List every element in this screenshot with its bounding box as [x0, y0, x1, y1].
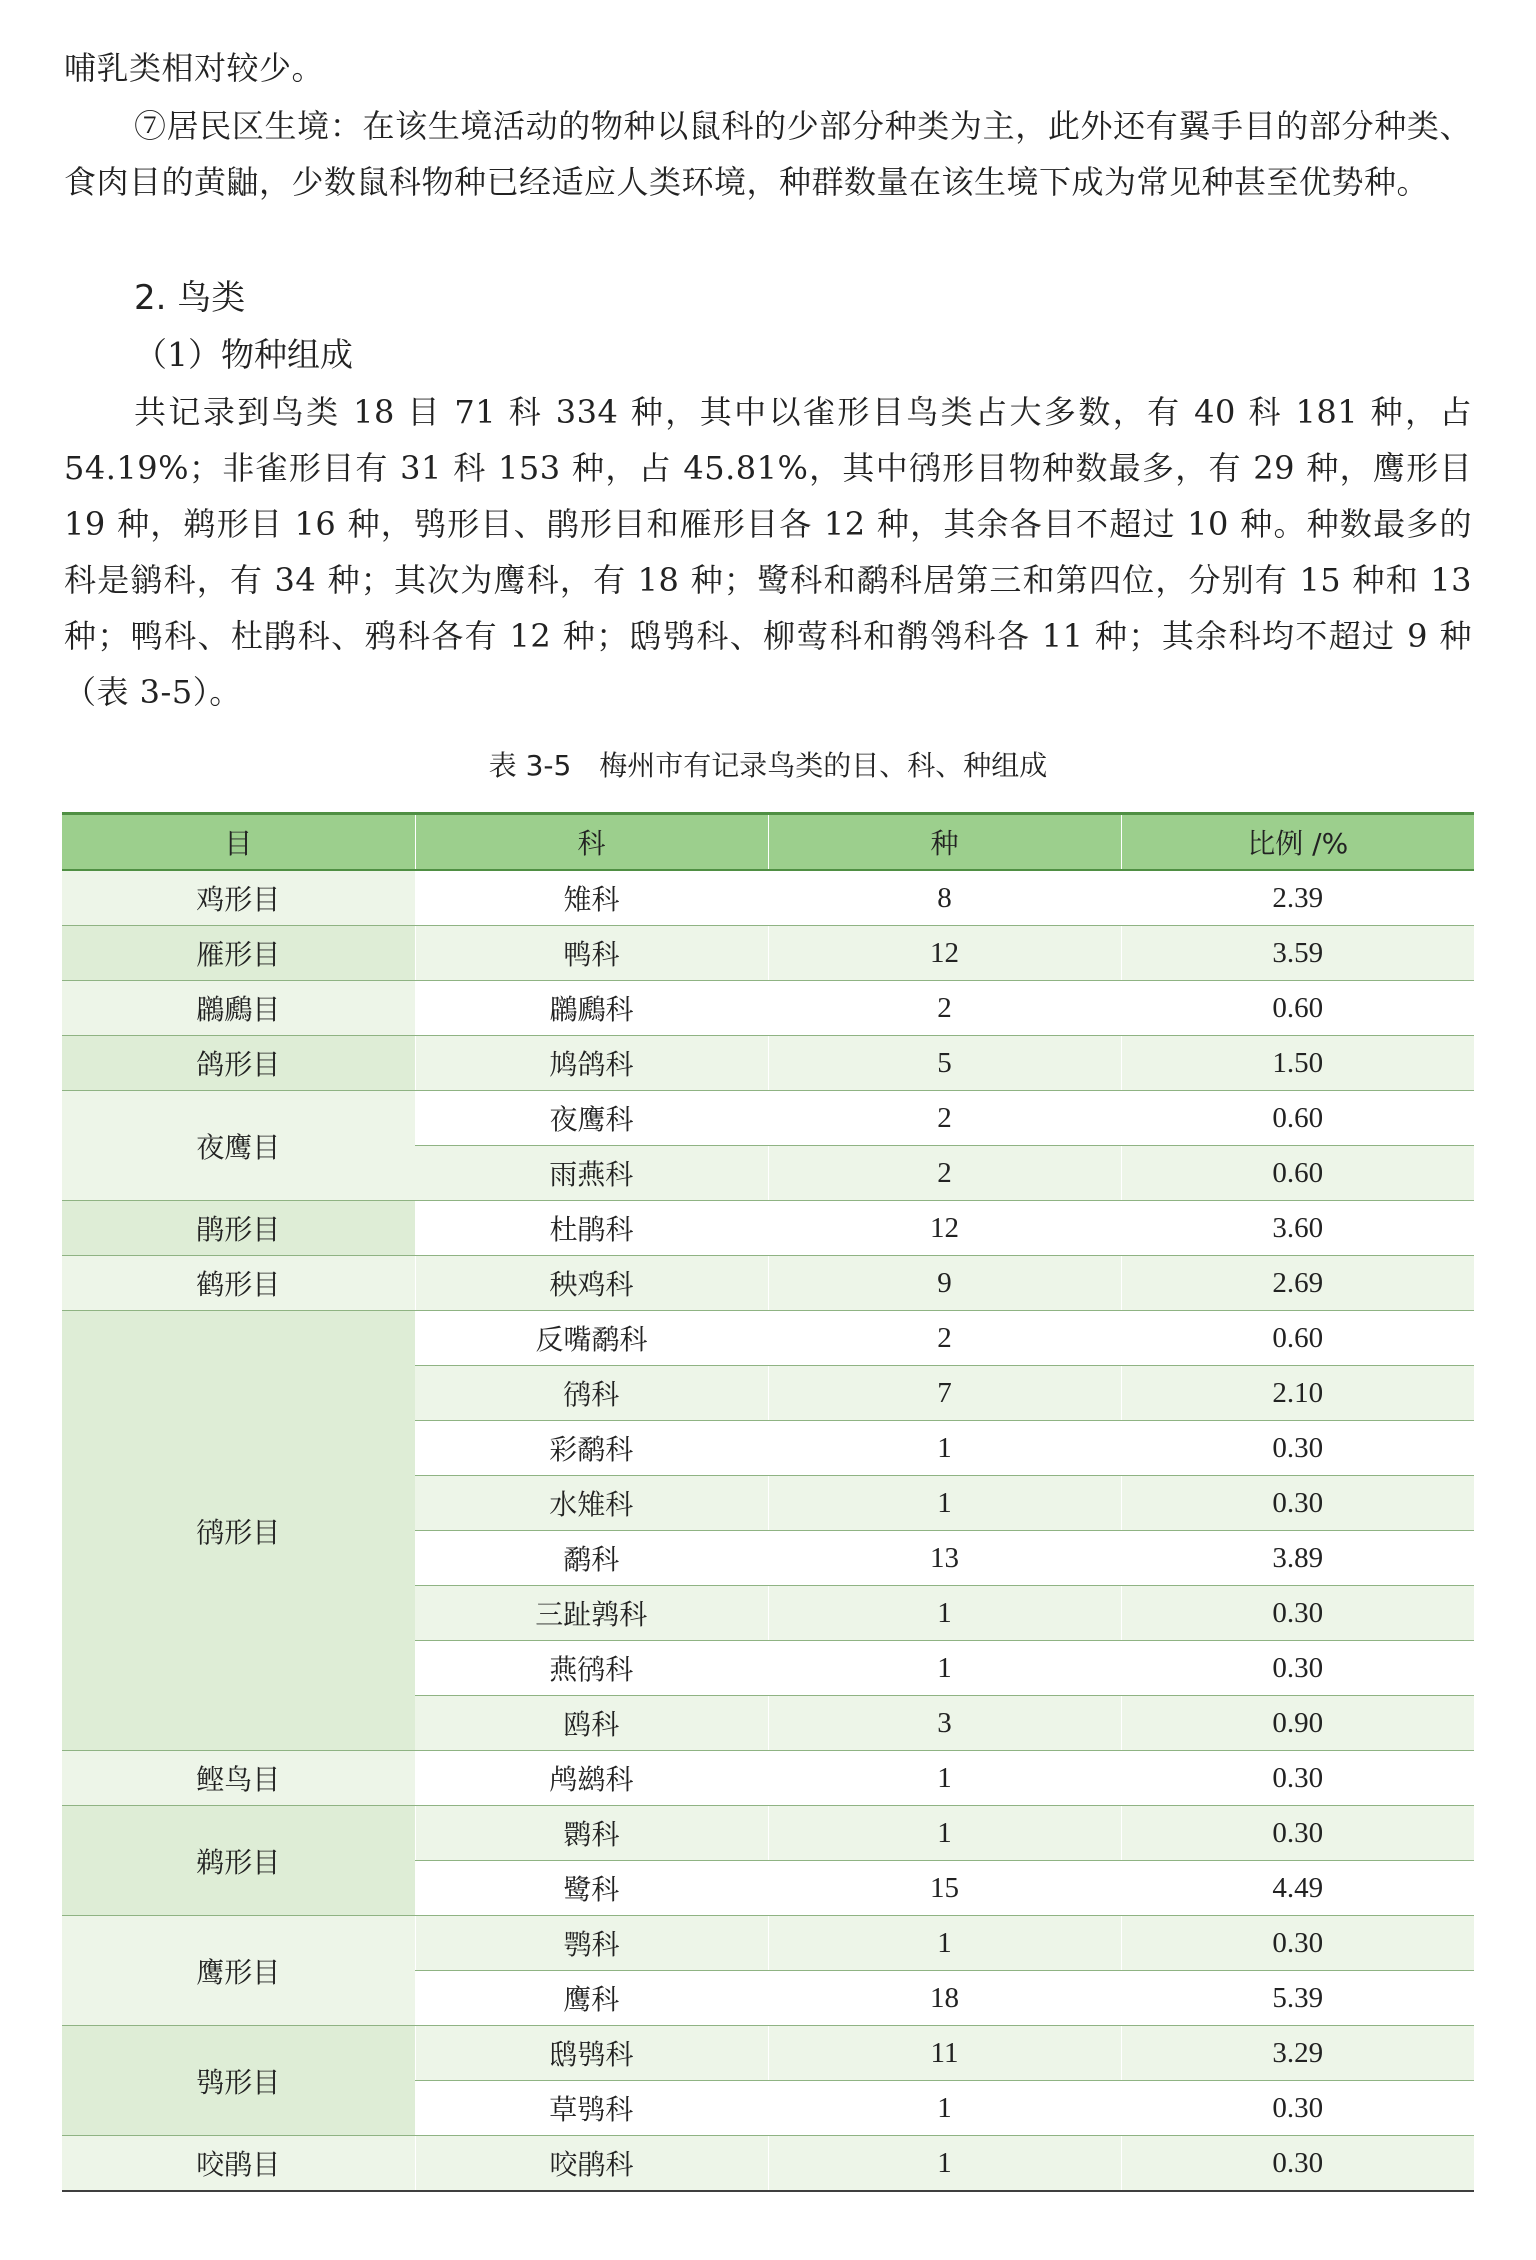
- cell-family: 草鸮科: [415, 2081, 768, 2136]
- column-header-family: 科: [415, 814, 768, 871]
- cell-ratio: 0.30: [1121, 2136, 1474, 2192]
- cell-ratio: 0.60: [1121, 1091, 1474, 1146]
- cell-species: 2: [768, 1091, 1121, 1146]
- cell-ratio: 2.10: [1121, 1366, 1474, 1421]
- cell-species: 2: [768, 1146, 1121, 1201]
- cell-species: 1: [768, 1421, 1121, 1476]
- cell-family: 三趾鹑科: [415, 1586, 768, 1641]
- cell-ratio: 0.60: [1121, 1311, 1474, 1366]
- cell-order: 鸡形目: [62, 870, 415, 926]
- cell-ratio: 0.30: [1121, 1586, 1474, 1641]
- cell-family: 杜鹃科: [415, 1201, 768, 1256]
- cell-ratio: 0.90: [1121, 1696, 1474, 1751]
- table-row: [62, 926, 1474, 981]
- cell-ratio: 3.60: [1121, 1201, 1474, 1256]
- cell-ratio: 0.30: [1121, 1751, 1474, 1806]
- cell-ratio: 0.30: [1121, 1806, 1474, 1861]
- cell-family: 水雉科: [415, 1476, 768, 1531]
- cell-family: 秧鸡科: [415, 1256, 768, 1311]
- cell-family: 夜鹰科: [415, 1091, 768, 1146]
- cell-family: 鸥科: [415, 1696, 768, 1751]
- section-heading-birds: 2. 鸟类: [134, 278, 246, 318]
- cell-order: 雁形目: [62, 926, 415, 981]
- table-row: [62, 1916, 1474, 1971]
- cell-ratio: 5.39: [1121, 1971, 1474, 2026]
- cell-species: 12: [768, 926, 1121, 981]
- cell-species: 2: [768, 981, 1121, 1036]
- cell-ratio: 3.89: [1121, 1531, 1474, 1586]
- cell-ratio: 0.60: [1121, 1146, 1474, 1201]
- cell-species: 9: [768, 1256, 1121, 1311]
- cell-species: 18: [768, 1971, 1121, 2026]
- cell-ratio: 0.30: [1121, 1421, 1474, 1476]
- cell-order: 鹃形目: [62, 1201, 415, 1256]
- subsection-heading-species-composition: （1）物种组成: [134, 335, 353, 374]
- cell-family: 雉科: [415, 870, 768, 926]
- cell-order: 夜鹰目: [62, 1091, 415, 1201]
- cell-ratio: 0.60: [1121, 981, 1474, 1036]
- cell-family: 反嘴鹬科: [415, 1311, 768, 1366]
- cell-species: 3: [768, 1696, 1121, 1751]
- table-caption: 表 3-5 梅州市有记录鸟类的目、科、种组成: [488, 749, 1048, 782]
- cell-order: 鸽形目: [62, 1036, 415, 1091]
- cell-species: 2: [768, 1311, 1121, 1366]
- cell-family: 雨燕科: [415, 1146, 768, 1201]
- cell-order: 鹤形目: [62, 1256, 415, 1311]
- cell-species: 8: [768, 870, 1121, 926]
- table-row: [62, 1201, 1474, 1256]
- cell-order: 咬鹃目: [62, 2136, 415, 2192]
- cell-ratio: 4.49: [1121, 1861, 1474, 1916]
- cell-species: 1: [768, 1476, 1121, 1531]
- table-header-row: [62, 814, 1474, 871]
- cell-species: 13: [768, 1531, 1121, 1586]
- cell-species: 1: [768, 2081, 1121, 2136]
- cell-family: 鹰科: [415, 1971, 768, 2026]
- cell-family: 鸬鹚科: [415, 1751, 768, 1806]
- cell-family: 彩鹬科: [415, 1421, 768, 1476]
- cell-family: 鹮科: [415, 1806, 768, 1861]
- table-row: [62, 1806, 1474, 1861]
- cell-family: 燕鸻科: [415, 1641, 768, 1696]
- table-row: [62, 2136, 1474, 2192]
- cell-species: 7: [768, 1366, 1121, 1421]
- cell-species: 1: [768, 1586, 1121, 1641]
- table-row: [62, 870, 1474, 926]
- column-header-species: 种: [768, 814, 1121, 871]
- cell-family: 鸠鸽科: [415, 1036, 768, 1091]
- paragraph-residential-habitat: ⑦居民区生境：在该生境活动的物种以鼠科的少部分种类为主，此外还有翼手目的部分种类、食肉目的黄鼬，少数鼠科物种已经适应人类环境，种群数量在该生境下成为常见种甚至优势种。: [64, 107, 1472, 201]
- cell-family: 鸻科: [415, 1366, 768, 1421]
- cell-family: 鸊鷉科: [415, 981, 768, 1036]
- cell-ratio: 2.69: [1121, 1256, 1474, 1311]
- cell-ratio: 3.59: [1121, 926, 1474, 981]
- cell-order: 鹰形目: [62, 1916, 415, 2026]
- table-row: [62, 1751, 1474, 1806]
- cell-family: 鹬科: [415, 1531, 768, 1586]
- cell-species: 11: [768, 2026, 1121, 2081]
- cell-order: 鸊鷉目: [62, 981, 415, 1036]
- paragraph-species-summary: 共记录到鸟类 18 目 71 科 334 种，其中以雀形目鸟类占大多数，有 40 科 181 种，占 54.19%；非雀形目有 31 科 153 种，占 45.81%，其中鸻形目物种数最多，有 29 种，鹰形目 19 种，鹈形目 16 种，鸮形目、鹃形目和雁形目各 12 种，其余各目不超过 10 种。种数最多的科是鹟科，有 34 种；其次为鹰科，有 18 种；鹭科和鹬科居第三和第四位，分别有 15 种和 13 种；鸭科、杜鹃科、鸦科各有 12 种；鸱鸮科、柳莺科和鹡鸰科各 11 种；其余科均不超过 9 种（表 3-5）。: [64, 393, 1472, 711]
- cell-ratio: 2.39: [1121, 870, 1474, 926]
- cell-species: 5: [768, 1036, 1121, 1091]
- table-row: [62, 2026, 1474, 2081]
- cell-species: 1: [768, 1806, 1121, 1861]
- bird-composition-table: [62, 812, 1474, 2192]
- table-row: [62, 981, 1474, 1036]
- table-row: [62, 1036, 1474, 1091]
- cell-order: 鲣鸟目: [62, 1751, 415, 1806]
- cell-ratio: 0.30: [1121, 1641, 1474, 1696]
- cell-order: 鸻形目: [62, 1311, 415, 1751]
- table-row: [62, 1256, 1474, 1311]
- cell-order: 鹈形目: [62, 1806, 415, 1916]
- cell-family: 鸱鸮科: [415, 2026, 768, 2081]
- column-header-ratio: 比例 /%: [1121, 814, 1474, 871]
- table-row: [62, 1311, 1474, 1366]
- cell-species: 1: [768, 2136, 1121, 2192]
- cell-species: 1: [768, 1751, 1121, 1806]
- cell-ratio: 1.50: [1121, 1036, 1474, 1091]
- cell-family: 鹭科: [415, 1861, 768, 1916]
- cell-ratio: 0.30: [1121, 1476, 1474, 1531]
- cell-family: 鸭科: [415, 926, 768, 981]
- cell-species: 1: [768, 1641, 1121, 1696]
- column-header-order: 目: [62, 814, 415, 871]
- cell-ratio: 3.29: [1121, 2026, 1474, 2081]
- cell-order: 鸮形目: [62, 2026, 415, 2136]
- paragraph-intro-tail: 哺乳类相对较少。: [64, 49, 325, 87]
- cell-ratio: 0.30: [1121, 2081, 1474, 2136]
- cell-species: 1: [768, 1916, 1121, 1971]
- cell-ratio: 0.30: [1121, 1916, 1474, 1971]
- cell-family: 鹗科: [415, 1916, 768, 1971]
- cell-family: 咬鹃科: [415, 2136, 768, 2192]
- cell-species: 15: [768, 1861, 1121, 1916]
- cell-species: 12: [768, 1201, 1121, 1256]
- table-row: [62, 1091, 1474, 1146]
